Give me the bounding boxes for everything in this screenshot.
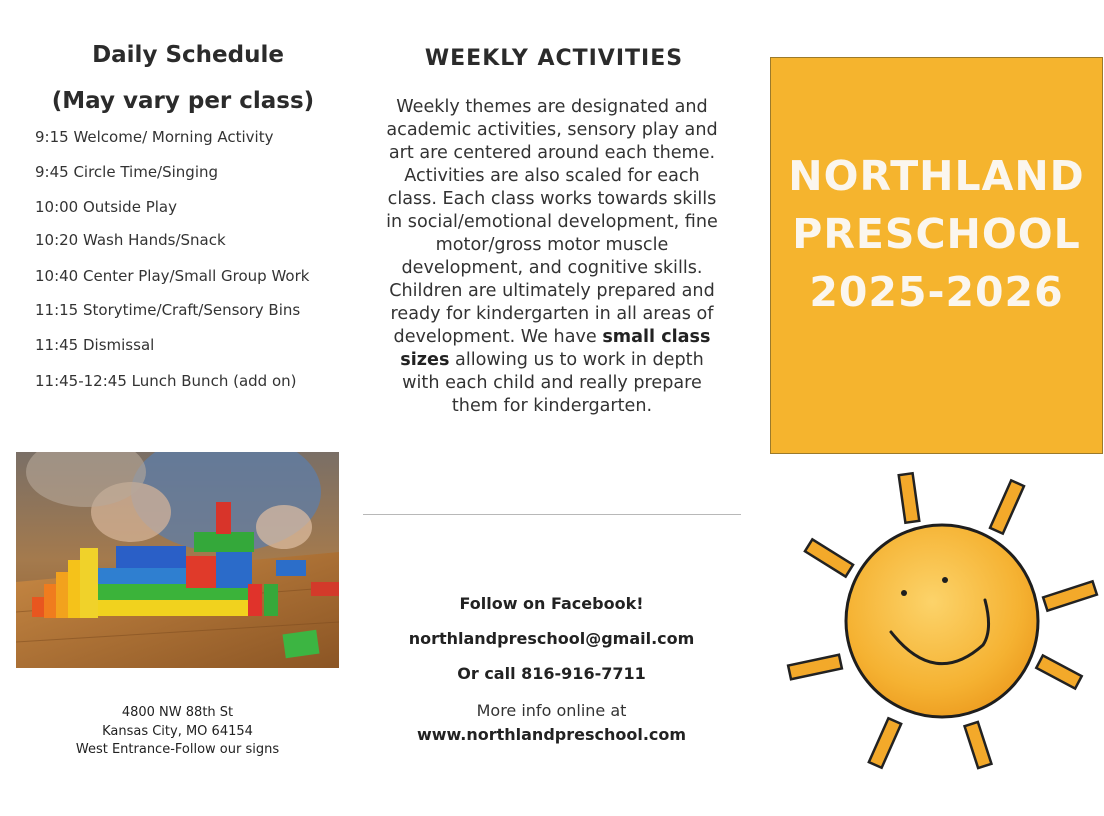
address — [40, 704, 315, 760]
schedule-item: 10:00 Outside Play — [35, 198, 177, 216]
title-panel — [770, 57, 1103, 454]
weekly-text-part: allowing us to work in depth with each child and really prepare them for kindergarten. — [402, 350, 704, 416]
divider — [363, 514, 741, 515]
panel-title-line: NORTHLAND — [788, 152, 1085, 200]
address-line: West Entrance-Follow our signs — [75, 742, 280, 757]
schedule-subtitle: (May vary per class) — [51, 88, 315, 114]
phone-number[interactable]: Or call 816-916-7711 — [457, 664, 646, 683]
schedule-item: 11:45-12:45 Lunch Bunch (add on) — [35, 372, 297, 390]
smiling-sun-icon — [785, 470, 1104, 775]
schedule-item: 9:45 Circle Time/Singing — [35, 163, 219, 181]
schedule-title: Daily Schedule — [92, 42, 284, 68]
more-info-label: More info online at — [476, 701, 627, 720]
schedule-item: 11:15 Storytime/Craft/Sensory Bins — [35, 301, 301, 319]
weekly-activities-text — [382, 96, 722, 418]
facebook-link[interactable]: Follow on Facebook! — [459, 594, 644, 613]
address-line: Kansas City, MO 64154 — [102, 723, 253, 739]
address-line: 4800 NW 88th St — [121, 705, 234, 720]
schedule-item: 11:45 Dismissal — [35, 336, 155, 354]
panel-year: 2025-2026 — [809, 268, 1064, 316]
website-link[interactable]: www.northlandpreschool.com — [416, 725, 687, 744]
panel-title-line: PRESCHOOL — [792, 210, 1081, 258]
schedule-item: 9:15 Welcome/ Morning Activity — [35, 128, 274, 146]
weekly-text-bold: small class sizes — [400, 327, 711, 370]
wooden-blocks-photo — [16, 452, 339, 668]
email-link[interactable]: northlandpreschool@gmail.com — [408, 629, 695, 648]
schedule-item: 10:20 Wash Hands/Snack — [35, 231, 226, 249]
weekly-text-part: Weekly themes are designated and academic activities, sensory play and art are centered around each theme. Activities are also scaled for each class. Each class works towards skills in social/emotional development, fine motor/gross motor muscle development, and cognitive skills. Children are ultimately prepared and ready for kindergarten in all areas of development. We have — [386, 97, 718, 347]
schedule-item: 10:40 Center Play/Small Group Work — [35, 267, 310, 285]
weekly-activities-title: WEEKLY ACTIVITIES — [424, 46, 684, 71]
